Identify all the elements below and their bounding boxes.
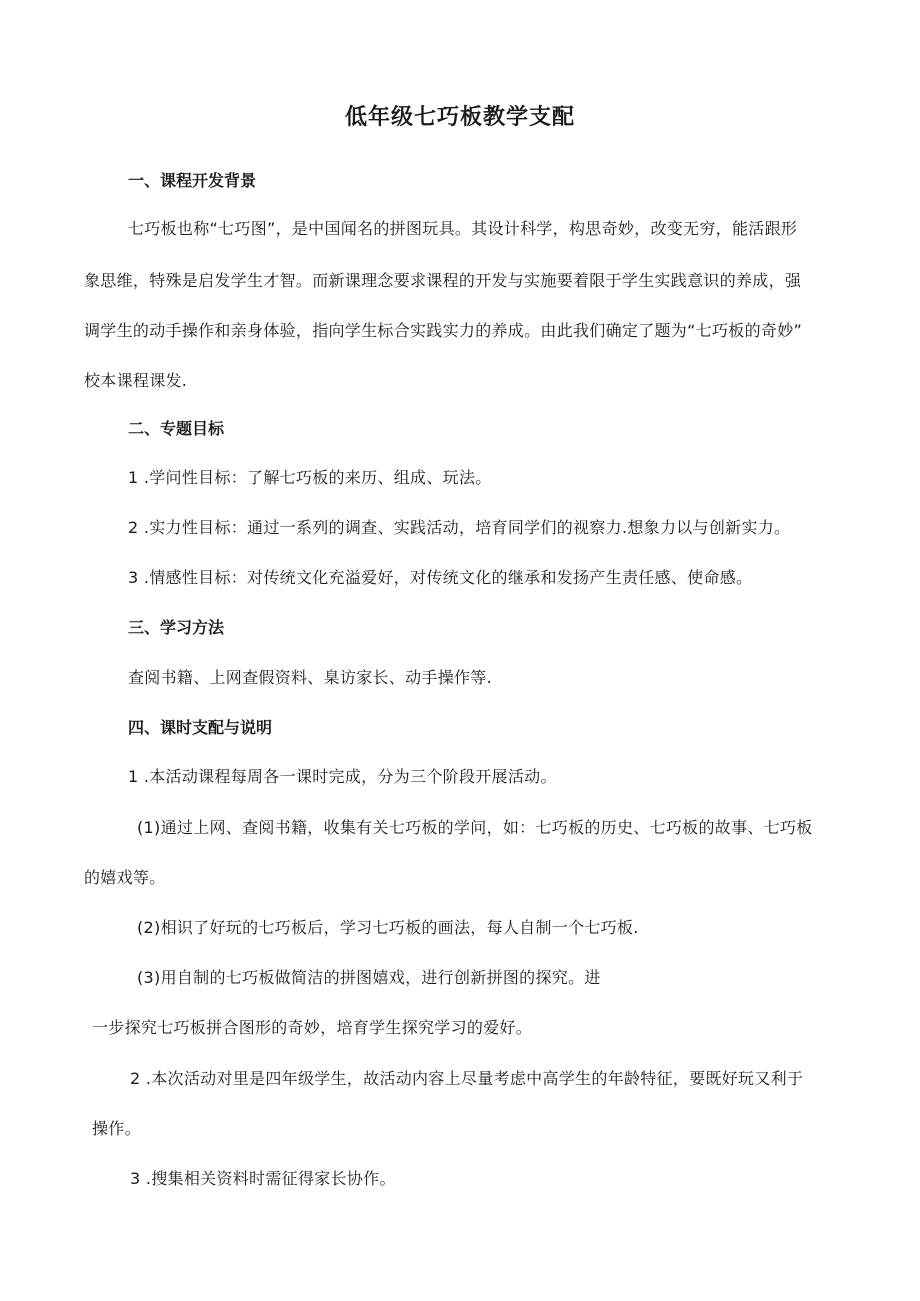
methods-text: 查阅书籍、上网查假资料、臬访家长、动手操作等. [128,668,492,687]
section-heading-methods: 三、学习方法 [128,618,225,637]
schedule-line: (1)通过上网、查阅书籍，收集有关七巧板的学问，如：七巧板的历史、七巧板的故事、七巧板 [137,818,813,837]
document-title: 低年级七巧板教学支配 [344,105,575,130]
paragraph-line: 调学生的动手操作和亲身体验，指向学生标合实践实力的养成。由此我们确定了题为“七巧板的奇妙” [84,321,803,340]
schedule-line: 2 .本次活动对里是四年级学生，故活动内容上尽量考虑中高学生的年龄特征，要既好玩又利于 [130,1069,804,1088]
paragraph-line: 象思维，特殊是启发学生才智。而新课理念要求课程的开发与实施要着限于学生实践意识的养成，强 [84,271,802,290]
schedule-line: 3 .搜集相关资料时需征得家长协作。 [130,1169,396,1188]
schedule-line: 操作。 [92,1119,141,1138]
section-heading-schedule: 四、课时支配与说明 [128,718,273,737]
section-heading-background: 一、课程开发背景 [128,171,257,190]
schedule-line: 的嬉戏等。 [84,868,166,887]
schedule-line: (2)相识了好玩的七巧板后，学习七巧板的画法，每人自制一个七巧板. [137,918,639,937]
goal-item: 3 .情感性目标：对传统文化充溢爱好，对传统文化的继承和发扬产生责任感、使命感。 [128,568,753,587]
paragraph-line: 七巧板也称“七巧图”，是中国闻名的拼图玩具。其设计科学，构思奇妙，改变无穷，能活跟形 [128,219,798,238]
section-heading-goals: 二、专题目标 [128,419,225,438]
goal-item: 2 .实力性目标：通过一系列的调查、实践活动，培育同学们的视察力.想象力以与创新实力。 [128,518,791,537]
schedule-line: 1 .本活动课程每周各一课时完成，分为三个阶段开展活动。 [128,767,557,786]
paragraph-line: 校本课程课发. [84,371,188,390]
schedule-line: (3)用自制的七巧板做简洁的拼图嬉戏，进行创新拼图的探究。进 [137,968,601,987]
goal-item: 1 .学问性目标：了解七巧板的来历、组成、玩法。 [128,468,492,487]
schedule-line: 一步探究七巧板拼合图形的奇妙，培育学生探究学习的爱好。 [92,1018,533,1037]
